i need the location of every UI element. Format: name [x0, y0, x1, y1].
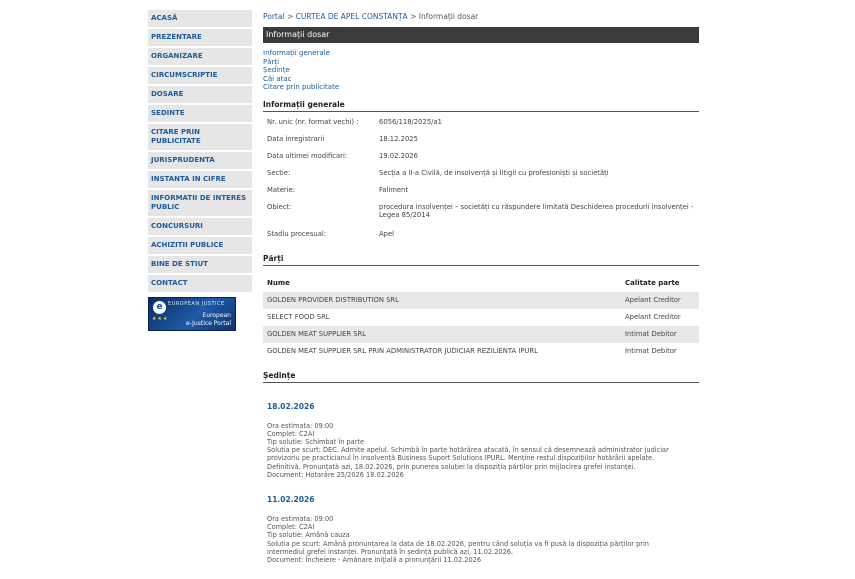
- nav-item-jurisprudenta[interactable]: JURISPRUDENTA: [148, 152, 252, 171]
- info-value: 18.12.2025: [379, 134, 418, 143]
- ejustice-logo-icon: e: [153, 301, 166, 314]
- session-line: provizoriu pe practicianul în insolvență Business Suport Solutions IPURL. Menține restul dispozițiilor hotărârii apelate.: [267, 454, 655, 463]
- nav-item-achizitii[interactable]: ACHIZITII PUBLICE: [148, 237, 252, 256]
- party-role: Apelant Creditor: [621, 292, 699, 309]
- ejustice-badge: EUROPEAN JUSTICE: [168, 301, 225, 307]
- general-heading: Informații generale: [263, 100, 699, 112]
- nav-item-instanta-cifre[interactable]: INSTANTA IN CIFRE: [148, 171, 252, 190]
- session-item: [263, 495, 699, 564]
- info-value: procedura insolvenței – societăți cu răspundere limitată Deschiderea procedurii insolvenței - Legea 85/2014: [379, 202, 694, 219]
- link-cai-atac[interactable]: Căi atac: [263, 74, 292, 83]
- info-label: Materie:: [267, 185, 296, 194]
- nav-item-circumscriptie[interactable]: CIRCUMSCRIPTIE: [148, 67, 252, 86]
- table-row: [263, 343, 699, 360]
- breadcrumb-current: Informații dosar: [418, 12, 479, 21]
- banner-line1: European: [202, 312, 231, 319]
- main-content: [263, 10, 699, 564]
- party-name: GOLDEN PROVIDER DISTRIBUTION SRL: [263, 292, 621, 309]
- session-line: Ora estimata: 09:00: [267, 514, 334, 523]
- sidebar-nav: [148, 10, 252, 331]
- nav-item-bine-de-stiut[interactable]: BINE DE STIUT: [148, 256, 252, 275]
- info-label: Nr. unic (nr. format vechi) :: [267, 117, 359, 126]
- info-value: Apel: [379, 229, 395, 238]
- party-role: Intimat Debitor: [621, 326, 699, 343]
- eu-stars-icon: ★★★: [152, 316, 169, 322]
- session-line: Solutia pe scurt: Amână pronunțarea la data de 18.02.2026, pentru când soluția va fi pusă la dispoziția părților prin: [267, 539, 649, 548]
- session-date: 11.02.2026: [267, 494, 315, 504]
- quick-links: [263, 49, 699, 92]
- nav-item-contact[interactable]: CONTACT: [148, 275, 252, 294]
- party-name: GOLDEN MEAT SUPPLIER SRL PRIN ADMINISTRATOR JUDICIAR REZILIENTA IPURL: [267, 347, 538, 355]
- info-label: Data inregistrarii: [267, 134, 325, 143]
- info-label: Sectie:: [267, 168, 291, 177]
- session-item: [263, 402, 699, 479]
- info-label: Stadiu procesual:: [267, 229, 327, 238]
- parties-table: [263, 274, 699, 360]
- table-row: [263, 309, 699, 326]
- col-role-header: Calitate parte: [625, 278, 680, 287]
- nav-item-organizare[interactable]: ORGANIZARE: [148, 48, 252, 67]
- breadcrumb-sep: >: [286, 12, 294, 21]
- nav-item-dosare[interactable]: DOSARE: [148, 86, 252, 105]
- party-name: SELECT FOOD SRL: [267, 313, 330, 321]
- ejustice-portal-banner[interactable]: [148, 297, 236, 331]
- table-row: [263, 326, 699, 343]
- info-label: Data ultimei modificari:: [267, 151, 348, 160]
- info-value: 19.02.2026: [379, 151, 418, 160]
- party-role: Apelant Creditor: [625, 313, 681, 321]
- session-line: Complet: C2AI: [267, 429, 315, 438]
- session-line: Tip solutie: Schimbat în parte: [267, 437, 365, 446]
- info-value: Secția a II-a Civilă, de insolvență și litigii cu profesioniști și societăți: [379, 168, 609, 177]
- session-line: intermediul grefei instanței. Pronunțată în ședință publică azi, 11.02.2026.: [267, 547, 514, 556]
- link-sedinte[interactable]: Ședințe: [263, 66, 290, 74]
- table-row: [263, 292, 699, 309]
- link-citare[interactable]: Citare prin publicitate: [263, 83, 340, 91]
- info-label: Obiect:: [267, 202, 292, 211]
- session-line: Document: Hotarâre 25/2026 18.02.2026: [267, 470, 404, 479]
- session-line: Solutia pe scurt: DEC. Admite apelul. Schimbă în parte hotărârea atacată, în sensul că desemnează administrator judiciar: [267, 446, 669, 455]
- nav-item-interes-public[interactable]: INFORMATII DE INTERES PUBLIC: [148, 190, 252, 218]
- session-line: Tip solutie: Amână cauza: [267, 531, 350, 540]
- breadcrumb: [263, 10, 699, 24]
- breadcrumb-portal[interactable]: Portal: [263, 12, 285, 21]
- nav-item-sedinte[interactable]: SEDINTE: [148, 105, 252, 124]
- info-value: 6056/118/2025/a1: [379, 117, 442, 126]
- party-role: Intimat Debitor: [625, 347, 677, 355]
- session-line: Complet: C2AI: [267, 523, 315, 532]
- parties-heading: Părți: [263, 254, 699, 266]
- nav-item-acasa[interactable]: ACASĂ: [148, 10, 252, 29]
- session-line: Ora estimata: 09:00: [267, 421, 334, 430]
- page-title: Informații dosar: [263, 27, 699, 43]
- general-info-table: [263, 118, 699, 247]
- link-parti[interactable]: Părți: [263, 57, 280, 66]
- session-date: 18.02.2026: [267, 401, 315, 411]
- session-line: Document: Încheiere - Amânare iniţială a pronunţării 11.02.2026: [267, 555, 482, 564]
- breadcrumb-court[interactable]: CURTEA DE APEL CONSTANȚA: [295, 12, 408, 21]
- sessions-heading: Ședințe: [263, 371, 699, 383]
- nav-item-concursuri[interactable]: CONCURSURI: [148, 218, 252, 237]
- link-informatii-generale[interactable]: Informații generale: [263, 49, 330, 57]
- session-line: Definitivă. Pronunțată azi, 18.02.2026, prin punerea soluției la dispoziția părților prin mijlocirea grefei instanței.: [267, 462, 636, 471]
- info-value: Faliment: [379, 185, 409, 194]
- nav-item-citare[interactable]: CITARE PRIN PUBLICITATE: [148, 124, 252, 152]
- party-name: GOLDEN MEAT SUPPLIER SRL: [263, 326, 621, 343]
- banner-line2: e-Justice Portal: [185, 320, 231, 327]
- breadcrumb-sep: >: [410, 12, 417, 21]
- col-name-header: Nume: [267, 278, 290, 287]
- nav-item-prezentare[interactable]: PREZENTARE: [148, 29, 252, 48]
